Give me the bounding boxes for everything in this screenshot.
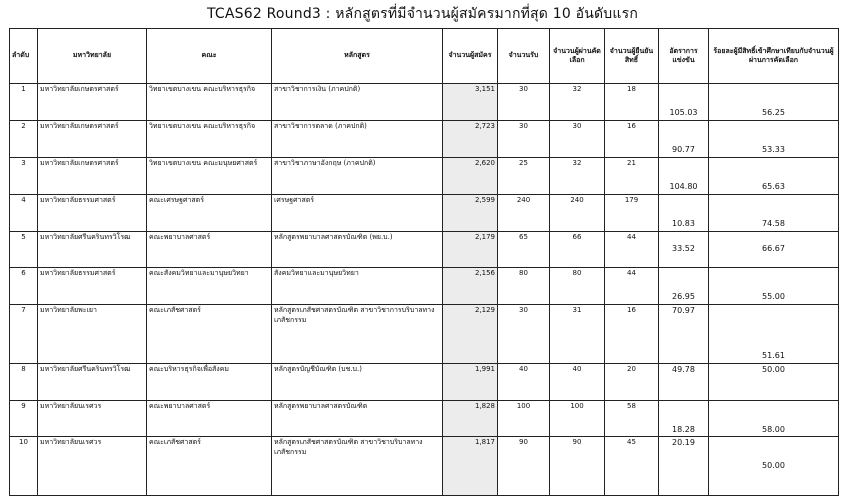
cell-program: หลักสูตรพยาบาลศาสตรบัณฑิต (พย.บ.) [272, 231, 443, 268]
cell-no: 9 [10, 400, 38, 437]
table-row [10, 231, 839, 268]
cell-confirmed: 45 [605, 437, 659, 496]
cell-confirmed: 20 [605, 363, 659, 400]
cell-university: มหาวิทยาลัยศรีนครินทรวิโรฒ [38, 231, 147, 268]
cell-confirmed: 18 [605, 84, 659, 121]
cell-faculty: คณะเภสัชศาสตร์ [147, 305, 272, 363]
header-row [10, 29, 839, 84]
cell-passed: 66 [550, 231, 605, 268]
cell-no: 3 [10, 157, 38, 194]
cell-ratio: 104.80 [659, 157, 709, 194]
cell-quota: 90 [498, 437, 550, 496]
cell-university: มหาวิทยาลัยเกษตรศาสตร์ [38, 120, 147, 157]
cell-faculty: วิทยาเขตบางเขน คณะบริหารธุรกิจ [147, 84, 272, 121]
cell-no: 2 [10, 120, 38, 157]
cell-applicants: 1,817 [443, 437, 498, 496]
cell-university: มหาวิทยาลัยเกษตรศาสตร์ [38, 84, 147, 121]
table-row [10, 363, 839, 400]
cell-faculty: คณะเภสัชศาสตร์ [147, 437, 272, 496]
cell-confirmed: 16 [605, 120, 659, 157]
cell-quota: 30 [498, 84, 550, 121]
cell-university: มหาวิทยาลัยนเรศวร [38, 437, 147, 496]
cell-faculty: วิทยาเขตบางเขน คณะบริหารธุรกิจ [147, 120, 272, 157]
page-title: TCAS62 Round3 : หลักสูตรที่มีจำนวนผู้สมัครมากที่สุด 10 อันดับแรก [206, 6, 638, 22]
table-row [10, 268, 839, 305]
cell-passed: 240 [550, 194, 605, 231]
cell-confirmed: 179 [605, 194, 659, 231]
cell-ratio: 33.52 [659, 231, 709, 268]
cell-faculty: วิทยาเขตบางเขน คณะมนุษยศาสตร์ [147, 157, 272, 194]
header-percent: ร้อยละผู้มีสิทธิ์เข้าศึกษาเทียบกับจำนวนผู้ผ่านการคัดเลือก [709, 29, 839, 84]
cell-percent: 53.33 [709, 120, 839, 157]
cell-confirmed: 58 [605, 400, 659, 437]
cell-passed: 80 [550, 268, 605, 305]
cell-percent: 58.00 [709, 400, 839, 437]
cell-no: 7 [10, 305, 38, 363]
cell-program: หลักสูตรเภสัชศาสตรบัณฑิต สาขาวิชาบริบาลทางเภสัชกรรม [272, 437, 443, 496]
cell-program: สาขาวิชาการตลาด (ภาคปกติ) [272, 120, 443, 157]
cell-quota: 25 [498, 157, 550, 194]
cell-percent: 65.63 [709, 157, 839, 194]
cell-faculty: คณะพยาบาลศาสตร์ [147, 400, 272, 437]
table-row [10, 157, 839, 194]
cell-passed: 100 [550, 400, 605, 437]
cell-no: 10 [10, 437, 38, 496]
cell-applicants: 2,129 [443, 305, 498, 363]
cell-percent: 56.25 [709, 84, 839, 121]
cell-university: มหาวิทยาลัยศรีนครินทรวิโรฒ [38, 363, 147, 400]
header-ratio: อัตราการแข่งขัน [659, 29, 709, 84]
table-row [10, 305, 839, 363]
cell-passed: 40 [550, 363, 605, 400]
cell-percent: 66.67 [709, 231, 839, 268]
cell-quota: 100 [498, 400, 550, 437]
cell-no: 8 [10, 363, 38, 400]
cell-faculty: คณะบริหารธุรกิจเพื่อสังคม [147, 363, 272, 400]
cell-percent: 55.00 [709, 268, 839, 305]
cell-applicants: 1,828 [443, 400, 498, 437]
table-row [10, 194, 839, 231]
cell-ratio: 90.77 [659, 120, 709, 157]
cell-applicants: 3,151 [443, 84, 498, 121]
cell-no: 5 [10, 231, 38, 268]
ranking-table [9, 28, 839, 496]
cell-program: สาขาวิชาภาษาอังกฤษ (ภาคปกติ) [272, 157, 443, 194]
table-row [10, 400, 839, 437]
cell-quota: 240 [498, 194, 550, 231]
cell-ratio: 20.19 [659, 437, 709, 496]
cell-passed: 90 [550, 437, 605, 496]
cell-program: หลักสูตรเภสัชศาสตรบัณฑิต สาขาวิชาการบริบาลทางเภสัชกรรม [272, 305, 443, 363]
header-program: หลักสูตร [272, 29, 443, 84]
header-applicants: จำนวนผู้สมัคร [443, 29, 498, 84]
cell-quota: 65 [498, 231, 550, 268]
header-no: ลำดับ [10, 29, 38, 84]
cell-percent: 74.58 [709, 194, 839, 231]
cell-passed: 32 [550, 84, 605, 121]
cell-university: มหาวิทยาลัยธรรมศาสตร์ [38, 194, 147, 231]
cell-ratio: 105.03 [659, 84, 709, 121]
cell-confirmed: 44 [605, 231, 659, 268]
header-quota: จำนวนรับ [498, 29, 550, 84]
cell-passed: 31 [550, 305, 605, 363]
cell-percent: 51.61 [709, 305, 839, 363]
header-confirmed: จำนวนผู้ยืนยันสิทธิ์ [605, 29, 659, 84]
cell-program: หลักสูตรพยาบาลศาสตรบัณฑิต [272, 400, 443, 437]
cell-program: เศรษฐศาสตร์ [272, 194, 443, 231]
cell-no: 6 [10, 268, 38, 305]
cell-percent: 50.00 [709, 363, 839, 400]
cell-university: มหาวิทยาลัยธรรมศาสตร์ [38, 268, 147, 305]
cell-faculty: คณะสังคมวิทยาและมานุษยวิทยา [147, 268, 272, 305]
cell-faculty: คณะเศรษฐศาสตร์ [147, 194, 272, 231]
cell-applicants: 2,179 [443, 231, 498, 268]
header-university: มหาวิทยาลัย [38, 29, 147, 84]
cell-no: 1 [10, 84, 38, 121]
cell-applicants: 2,599 [443, 194, 498, 231]
cell-applicants: 2,156 [443, 268, 498, 305]
cell-university: มหาวิทยาลัยพะเยา [38, 305, 147, 363]
cell-confirmed: 21 [605, 157, 659, 194]
cell-university: มหาวิทยาลัยนเรศวร [38, 400, 147, 437]
cell-applicants: 2,620 [443, 157, 498, 194]
header-faculty: คณะ [147, 29, 272, 84]
cell-quota: 80 [498, 268, 550, 305]
cell-university: มหาวิทยาลัยเกษตรศาสตร์ [38, 157, 147, 194]
cell-program: หลักสูตรบัญชีบัณฑิต (บช.บ.) [272, 363, 443, 400]
cell-quota: 30 [498, 120, 550, 157]
cell-passed: 32 [550, 157, 605, 194]
cell-ratio: 70.97 [659, 305, 709, 363]
cell-percent: 50.00 [709, 437, 839, 496]
cell-quota: 30 [498, 305, 550, 363]
cell-passed: 30 [550, 120, 605, 157]
cell-confirmed: 16 [605, 305, 659, 363]
cell-program: สาขาวิชาการเงิน (ภาคปกติ) [272, 84, 443, 121]
cell-quota: 40 [498, 363, 550, 400]
table-row [10, 120, 839, 157]
cell-ratio: 26.95 [659, 268, 709, 305]
cell-ratio: 10.83 [659, 194, 709, 231]
cell-applicants: 2,723 [443, 120, 498, 157]
cell-program: สังคมวิทยาและมานุษยวิทยา [272, 268, 443, 305]
cell-applicants: 1,991 [443, 363, 498, 400]
header-passed: จำนวนผู้ผ่านคัดเลือก [550, 29, 605, 84]
cell-ratio: 18.28 [659, 400, 709, 437]
cell-confirmed: 44 [605, 268, 659, 305]
cell-no: 4 [10, 194, 38, 231]
cell-faculty: คณะพยาบาลศาสตร์ [147, 231, 272, 268]
table-row [10, 84, 839, 121]
cell-ratio: 49.78 [659, 363, 709, 400]
table-row [10, 437, 839, 496]
